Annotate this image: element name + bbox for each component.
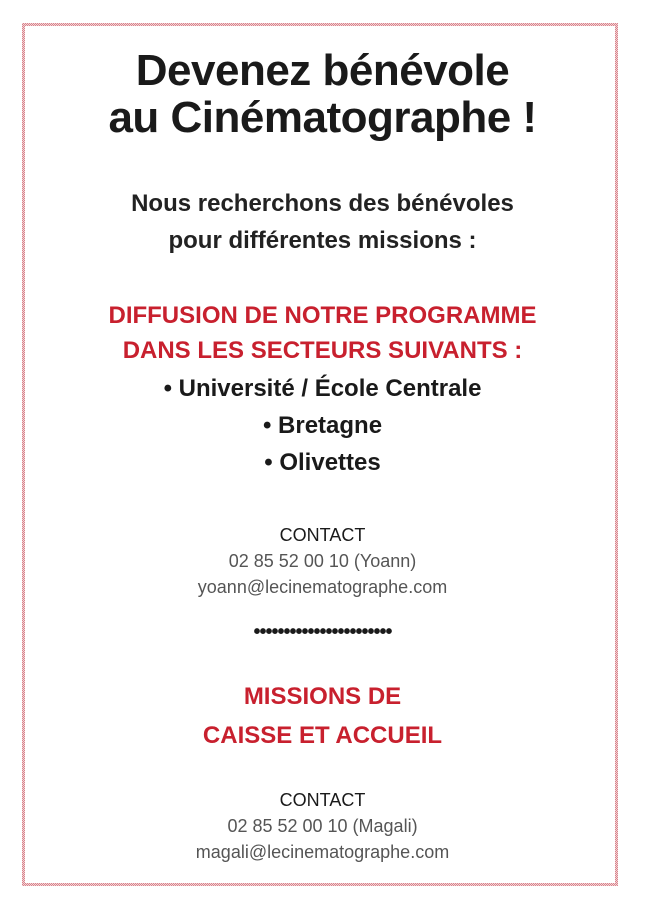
contact-phone: 02 85 52 00 10 (Magali)	[227, 816, 418, 836]
mission-cashier-heading	[0, 677, 645, 755]
mission2-heading-line-1: MISSIONS DE	[243, 683, 402, 710]
intro-line-1: Nous recherchons des bénévoles	[131, 190, 514, 217]
poster-title	[0, 47, 645, 141]
intro-text	[0, 185, 645, 259]
sector-list	[0, 370, 645, 481]
contact-block-magali	[0, 787, 645, 865]
mission1-heading-line-2: DANS LES SECTEURS SUIVANTS :	[122, 337, 523, 364]
mission1-heading-line-1: DIFFUSION DE NOTRE PROGRAMME	[108, 302, 537, 329]
contact-block-yoann	[0, 522, 645, 600]
mission2-heading-line-2: CAISSE ET ACCUEIL	[202, 722, 443, 749]
contact-phone: 02 85 52 00 10 (Yoann)	[228, 551, 417, 571]
sector-item-universite: • Université / École Centrale	[0, 370, 645, 407]
sector-item-bretagne: • Bretagne	[0, 407, 645, 444]
mission-distribution-heading	[0, 298, 645, 368]
contact-label: CONTACT	[279, 790, 366, 810]
contact-email: magali@lecinematographe.com	[195, 842, 450, 862]
title-line-2: au Cinématographe !	[108, 93, 537, 142]
contact-label: CONTACT	[279, 525, 366, 545]
sector-item-olivettes: • Olivettes	[0, 444, 645, 481]
title-line-1: Devenez bénévole	[135, 46, 510, 95]
contact-email: yoann@lecinematographe.com	[197, 577, 448, 597]
dotted-separator: •••••••••••••••••••••••	[253, 621, 392, 643]
intro-line-2: pour différentes missions :	[168, 227, 477, 254]
